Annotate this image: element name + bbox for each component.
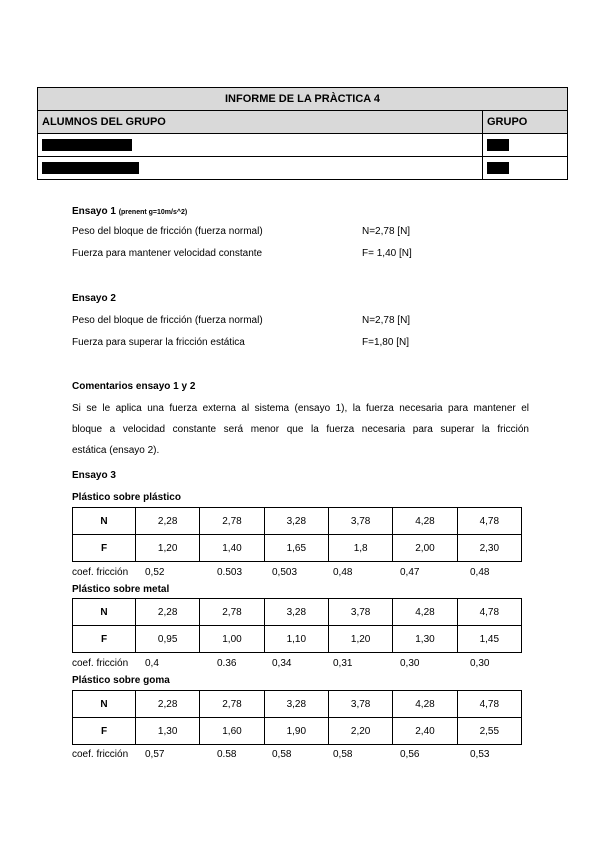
comments-line: bloque a velocidad constante será menor que la fuerza necesaria para superar la fricción [72,424,529,435]
ensayo2-title: Ensayo 2 [72,293,116,304]
students-column-header: ALUMNOS DEL GRUPO [38,111,483,134]
table-cell: 2,78 [200,691,264,718]
student-name-cell [38,157,483,180]
table-cell: 4,28 [393,508,457,535]
coef-value: 0.36 [217,658,237,669]
table-cell: 2,78 [200,599,264,626]
table-cell: 1,00 [200,626,264,653]
coef-value: 0,58 [333,749,353,760]
friction-table-plastic-plastic [72,507,522,562]
table-cell: 2,40 [393,718,457,745]
table-cell: 3,28 [264,599,328,626]
ensayo1-heading [72,206,187,217]
table-cell: 3,78 [328,599,392,626]
row-header-f: F [73,535,136,562]
table-row-normal [73,599,522,626]
ensayo2-force-label: Fuerza para superar la fricción estática [72,337,245,348]
row-header-n: N [73,691,136,718]
table-cell: 1,30 [393,626,457,653]
group-info-table [37,87,568,180]
table-row-force [73,535,522,562]
table-cell: 3,28 [264,691,328,718]
ensayo1-normal-value: N=2,78 [N] [362,226,411,237]
table-cell: 2,20 [328,718,392,745]
group-column-header: GRUPO [483,111,568,134]
table-cell: 3,78 [328,691,392,718]
comments-paragraph [72,398,529,461]
table1-title: Plástico sobre plástico [72,492,181,503]
student-name-cell [38,134,483,157]
table-cell: 4,28 [393,691,457,718]
coef-value: 0,56 [400,749,420,760]
row-header-f: F [73,718,136,745]
coef-value: 0.58 [217,749,237,760]
table-cell: 2,00 [393,535,457,562]
table-row-force [73,626,522,653]
ensayo1-note: (prenent g=10m/s^2) [118,209,188,216]
table-cell: 4,28 [393,599,457,626]
redaction-bar [42,162,139,174]
ensayo2-normal-label: Peso del bloque de fricción (fuerza normal) [72,315,263,326]
row-header-n: N [73,599,136,626]
coef-value: 0,31 [333,658,353,669]
table-cell: 2,55 [457,718,521,745]
table-cell: 2,30 [457,535,521,562]
coef-label: coef. fricción [72,658,129,669]
table-cell: 1,8 [328,535,392,562]
table-cell: 3,78 [328,508,392,535]
report-title: INFORME DE LA PRÀCTICA 4 [38,88,568,111]
table-row-force [73,718,522,745]
redaction-bar [487,162,509,174]
table-cell: 1,90 [264,718,328,745]
coef-value: 0,30 [400,658,420,669]
coef-value: 0,30 [470,658,490,669]
coef-label: coef. fricción [72,749,129,760]
row-header-f: F [73,626,136,653]
ensayo2-force-value: F=1,80 [N] [362,337,409,348]
table-cell: 2,28 [136,691,200,718]
coef-label: coef. fricción [72,567,129,578]
group-cell [483,157,568,180]
comments-title: Comentarios ensayo 1 y 2 [72,381,196,392]
coef-value: 0,47 [400,567,420,578]
table-cell: 4,78 [457,599,521,626]
table-row-normal [73,508,522,535]
table-cell: 1,20 [136,535,200,562]
table-cell: 2,28 [136,599,200,626]
table-cell: 2,28 [136,508,200,535]
comments-line: Si se le aplica una fuerza externa al sistema (ensayo 1), la fuerza necesaria para mantener el [72,403,529,414]
table-row-normal [73,691,522,718]
coef-value: 0,48 [333,567,353,578]
table-cell: 4,78 [457,508,521,535]
redaction-bar [42,139,132,151]
ensayo1-force-label: Fuerza para mantener velocidad constante [72,248,263,259]
coef-value: 0,52 [145,567,165,578]
table-cell: 4,78 [457,691,521,718]
row-header-n: N [73,508,136,535]
ensayo1-title: Ensayo 1 [72,206,116,217]
table-cell: 0,95 [136,626,200,653]
coef-value: 0,58 [272,749,292,760]
coef-value: 0,4 [145,658,159,669]
table-cell: 3,28 [264,508,328,535]
table-cell: 1,30 [136,718,200,745]
comments-line: estática (ensayo 2). [72,445,160,456]
table-cell: 1,65 [264,535,328,562]
coef-value: 0,57 [145,749,165,760]
friction-table-plastic-metal [72,598,522,653]
coef-value: 0,34 [272,658,292,669]
coef-value: 0.503 [217,567,243,578]
table-cell: 2,78 [200,508,264,535]
ensayo2-normal-value: N=2,78 [N] [362,315,411,326]
table-cell: 1,10 [264,626,328,653]
coef-value: 0,503 [272,567,298,578]
table-cell: 1,40 [200,535,264,562]
group-cell [483,134,568,157]
table-cell: 1,20 [328,626,392,653]
ensayo1-force-value: F= 1,40 [N] [362,248,412,259]
ensayo1-normal-label: Peso del bloque de fricción (fuerza normal) [72,226,263,237]
friction-table-plastic-rubber [72,690,522,745]
ensayo3-title: Ensayo 3 [72,470,116,481]
table3-title: Plástico sobre goma [72,675,170,686]
table-cell: 1,45 [457,626,521,653]
redaction-bar [487,139,509,151]
table-cell: 1,60 [200,718,264,745]
coef-value: 0,53 [470,749,490,760]
coef-value: 0,48 [470,567,490,578]
table2-title: Plástico sobre metal [72,584,170,595]
